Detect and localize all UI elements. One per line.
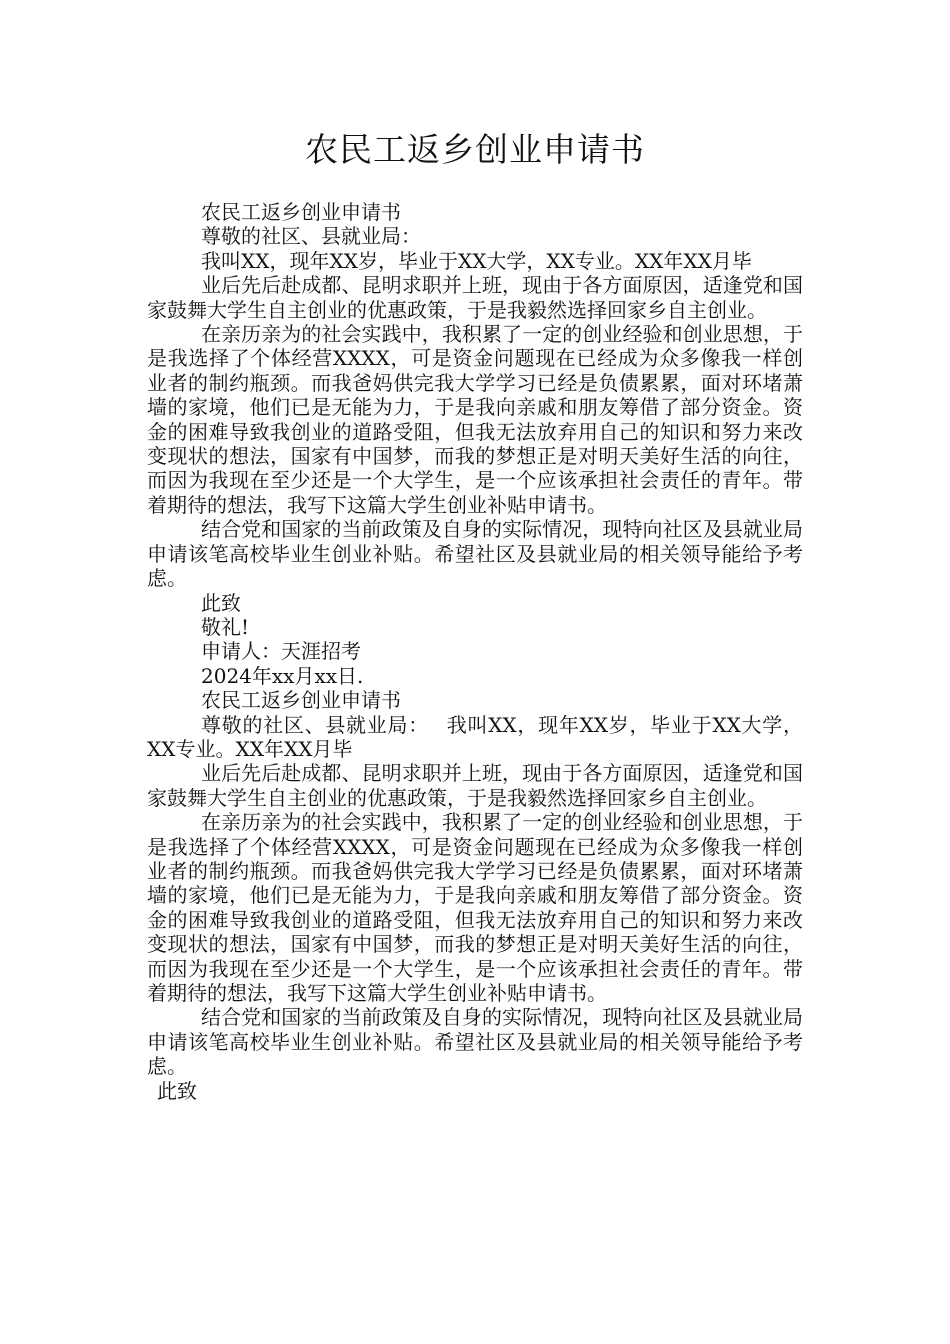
paragraph: 农民工返乡创业申请书: [201, 688, 401, 713]
paragraph: 在亲历亲为的社会实践中，我积累了一定的创业经验和创业思想，于是我选择了个体经营XXXX，可是资金问题现在已经成为众多像我一样创业者的制约瓶颈。而我爸妈供完我大学学习已经是负债累累，面对环堵萧墙的家境，他们已是无能为力，于是我向亲戚和朋友筹借了部分资金。资金的困难导致我创业的道路受阻，但我无法放弃用自己的知识和努力来改变现状的想法，国家有中国梦，而我的梦想正是对明天美好生活的向往，而因为我现在至少还是一个大学生，是一个应该承担社会责任的青年。带着期待的想法，我写下这篇大学生创业补贴申请书。: [147, 322, 803, 517]
document-title: 农民工返乡创业申请书: [305, 130, 645, 169]
paragraph: 我叫XX，现年XX岁，毕业于XX大学，XX专业。XX年XX月毕: [201, 248, 752, 273]
paragraph: 结合党和国家的当前政策及自身的实际情况，现特向社区及县就业局申请该笔高校毕业生创业补贴。希望社区及县就业局的相关领导能给予考虑。: [147, 1005, 803, 1079]
paragraph: 申请人：天涯招考: [201, 639, 361, 664]
paragraph: 尊敬的社区、县就业局： 我叫XX，现年XX岁，毕业于XX大学，XX专业。XX年XX月毕: [147, 712, 803, 761]
paragraph: 农民工返乡创业申请书: [201, 200, 401, 224]
paragraph: 2024年xx月xx日.: [201, 663, 364, 688]
paragraph: 结合党和国家的当前政策及自身的实际情况，现特向社区及县就业局申请该笔高校毕业生创业补贴。希望社区及县就业局的相关领导能给予考虑。: [147, 517, 803, 591]
paragraph: 此致: [201, 590, 241, 615]
paragraph: 业后先后赴成都、昆明求职并上班，现由于各方面原因，适逢党和国家鼓舞大学生自主创业的优惠政策，于是我毅然选择回家乡自主创业。: [147, 761, 803, 810]
paragraph: 敬礼!: [201, 614, 250, 639]
paragraph: 尊敬的社区、县就业局：: [201, 224, 421, 249]
document-body: [147, 200, 803, 1103]
paragraph: 此致: [157, 1078, 197, 1103]
paragraph: 在亲历亲为的社会实践中，我积累了一定的创业经验和创业思想，于是我选择了个体经营XXXX，可是资金问题现在已经成为众多像我一样创业者的制约瓶颈。而我爸妈供完我大学学习已经是负债累累，面对环堵萧墙的家境，他们已是无能为力，于是我向亲戚和朋友筹借了部分资金。资金的困难导致我创业的道路受阻，但我无法放弃用自己的知识和努力来改变现状的想法，国家有中国梦，而我的梦想正是对明天美好生活的向往，而因为我现在至少还是一个大学生，是一个应该承担社会责任的青年。带着期待的想法，我写下这篇大学生创业补贴申请书。: [147, 810, 803, 1005]
paragraph: 业后先后赴成都、昆明求职并上班，现由于各方面原因，适逢党和国家鼓舞大学生自主创业的优惠政策，于是我毅然选择回家乡自主创业。: [147, 273, 803, 322]
